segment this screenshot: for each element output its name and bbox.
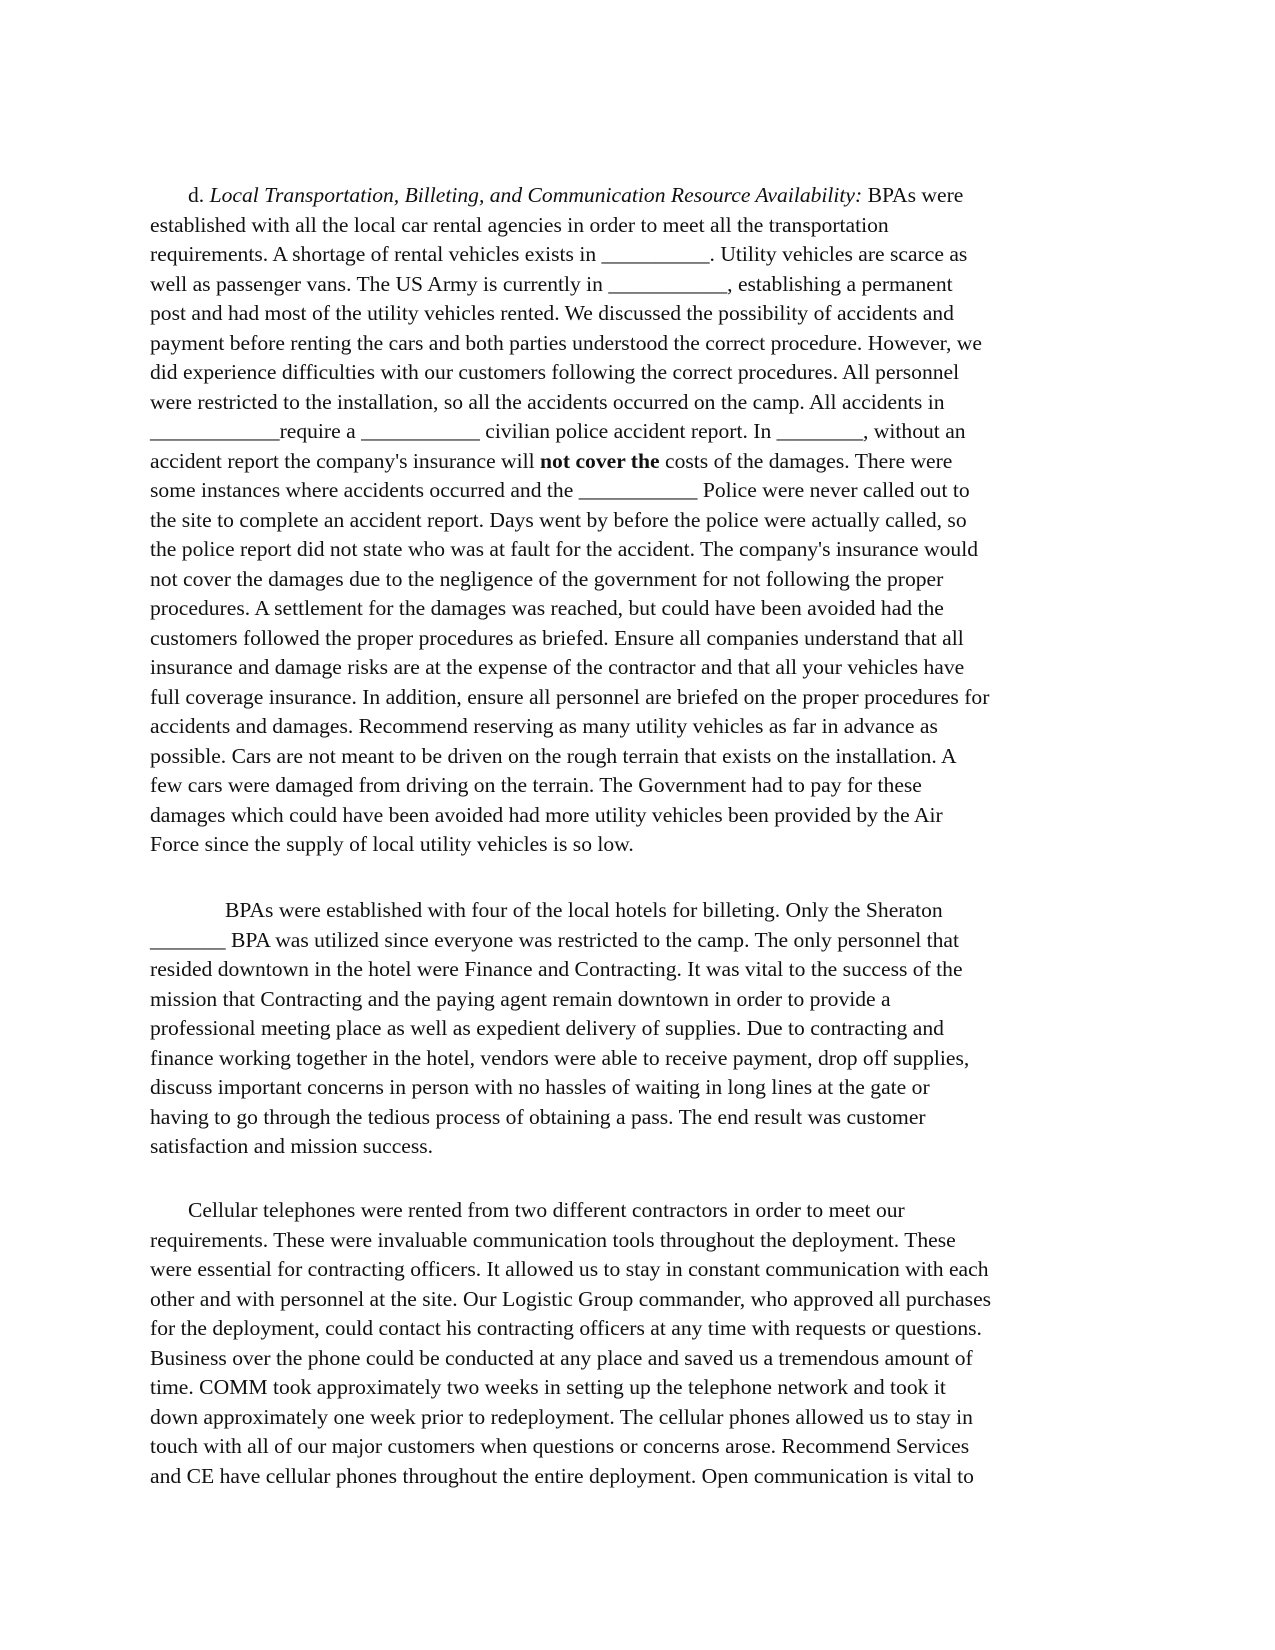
paragraph-line: some instances where accidents occurred and the ___________ Police were never called out to [150,478,970,502]
paragraph-line: professional meeting place as well as expedient delivery of supplies. Due to contracting and [150,1016,944,1040]
paragraph-line: did experience difficulties with our customers following the correct procedures. All personnel [150,360,960,384]
section-heading: Local Transportation, Billeting, and Communication Resource Availability: [209,183,863,207]
paragraph-line: requirements. A shortage of rental vehicles exists in __________. Utility vehicles are scarce as [150,242,968,266]
paragraph-line: full coverage insurance. In addition, ensure all personnel are briefed on the proper procedures for [150,684,990,709]
paragraph-line: procedures. A settlement for the damages was reached, but could have been avoided had the [150,596,944,620]
paragraph-line: for the deployment, could contact his contracting officers at any time with requests or questions. [150,1316,982,1340]
paragraph-line: satisfaction and mission success. [150,1134,434,1158]
paragraph-line: few cars were damaged from driving on the terrain. The Government had to pay for these [150,773,922,797]
paragraph-line: well as passenger vans. The US Army is currently in ___________, establishing a permanent [150,271,953,296]
paragraph-line: other and with personnel at the site. Our Logistic Group commander, who approved all purchases [150,1286,992,1311]
paragraph-line: established with all the local car rental agencies in order to meet all the transportation [150,212,889,237]
paragraph-line: were essential for contracting officers. It allowed us to stay in constant communication with each [150,1257,989,1281]
paragraph-line: damages which could have been avoided had more utility vehicles been provided by the Air [150,802,943,827]
line-text: costs of the damages. There were [659,448,953,473]
paragraph-line [150,181,1130,211]
paragraph-line: finance working together in the hotel, vendors were able to receive payment, drop off supplies, [150,1045,970,1070]
paragraph-line: requirements. These were invaluable communication tools throughout the deployment. These [150,1227,956,1252]
paragraph-line: resided downtown in the hotel were Finance and Contracting. It was vital to the success of the [150,957,963,981]
bold-emphasis: not cover the [540,448,660,473]
paragraph-line: payment before renting the cars and both parties understood the correct procedure. However, we [150,330,982,355]
paragraph-transportation [150,181,1130,860]
paragraph-line: insurance and damage risks are at the expense of the contractor and that all your vehicles have [150,655,965,679]
paragraph-line: accidents and damages. Recommend reserving as many utility vehicles as far in advance as [150,714,938,738]
paragraph-line: were restricted to the installation, so all the accidents occurred on the camp. All accidents in [150,389,945,414]
paragraph-line: the police report did not state who was at fault for the accident. The company's insurance would [150,537,978,561]
paragraph-line: having to go through the tedious process of obtaining a pass. The end result was customer [150,1104,926,1129]
paragraph-line: not cover the damages due to the negligence of the government for not following the proper [150,566,944,591]
paragraph-line: _______ BPA was utilized since everyone was restricted to the camp. The only personnel that [150,927,959,952]
paragraph-line: time. COMM took approximately two weeks in setting up the telephone network and took it [150,1375,946,1399]
paragraph-line: the site to complete an accident report. Days went by before the police were actually called, so [150,507,967,532]
paragraph-line: mission that Contracting and the paying agent remain downtown in order to provide a [150,986,891,1011]
paragraph-line [150,447,1130,477]
paragraph-line: discuss important concerns in person with no hassles of waiting in long lines at the gate or [150,1075,930,1099]
paragraph-communication [150,1196,1130,1491]
line-text: BPAs were [862,183,964,207]
paragraph-line: touch with all of our major customers when questions or concerns arose. Recommend Services [150,1434,970,1458]
line-text: accident report the company's insurance will [150,448,541,473]
paragraph-line: customers followed the proper procedures as briefed. Ensure all companies understand that all [150,625,964,650]
paragraph-line: Force since the supply of local utility vehicles is so low. [150,832,634,856]
paragraph-line: BPAs were established with four of the local hotels for billeting. Only the Sheraton [225,898,943,922]
paragraph-line: possible. Cars are not meant to be driven on the rough terrain that exists on the installation. A [150,743,957,768]
paragraph-line: post and had most of the utility vehicles rented. We discussed the possibility of accidents and [150,301,954,325]
paragraph-line: Cellular telephones were rented from two different contractors in order to meet our [188,1198,905,1222]
paragraph-billeting [150,896,1130,1162]
section-label: d. [188,183,210,207]
paragraph-line: down approximately one week prior to redeployment. The cellular phones allowed us to stay in [150,1404,973,1429]
paragraph-line: Business over the phone could be conducted at any place and saved us a tremendous amount of [150,1345,973,1370]
paragraph-line: ____________require a ___________ civilian police accident report. In ________, without an [150,419,966,443]
paragraph-line: and CE have cellular phones throughout the entire deployment. Open communication is vital to [150,1463,974,1488]
